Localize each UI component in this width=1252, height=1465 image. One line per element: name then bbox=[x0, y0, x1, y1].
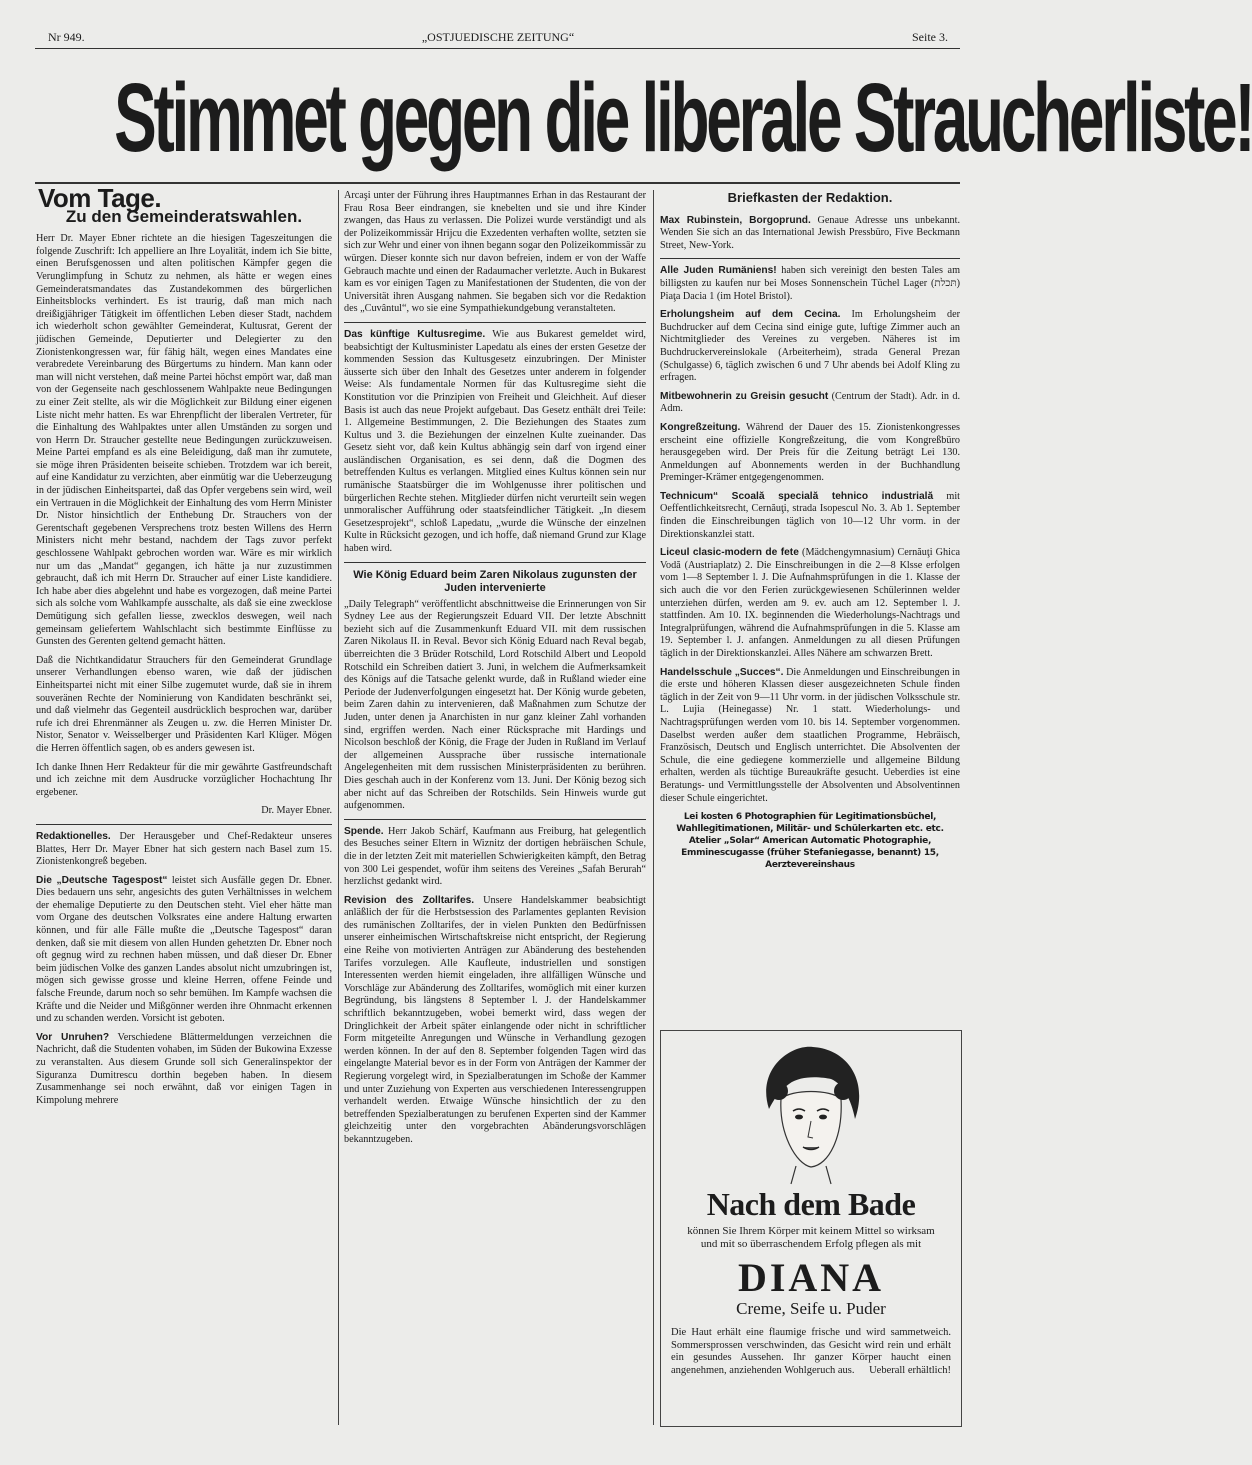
article-headline: Wie König Eduard beim Zaren Nikolaus zugunsten der Juden intervenierte bbox=[353, 568, 637, 594]
item-body: leistet sich Ausfälle gegen Dr. Ebner. Dies bedauern uns sehr, angesichts des guten Verhältnisses in welchem der ehemalige Deputierte zu den Deutschen steht. Viel eher hätte man vom Organe des deutschen Volksrates eine andere Haltung erwarten können, und für alle Fälle mußte die „Deutsche Tagespost“ daran denken, daß sie mit diesem von allen Hunden gehetzten Dr. Ebner noch oft gegnug wird zu rechnen haben müssen, und daß dieser Dr. Ebner beim jüdischen Volke des ganzen Landes absolut nicht umzubringen ist, mögen sich gewisse grosse und kleine Herren, offene Feinde und falsche Freunde, darum noch so sehr bemühen. Im Kampfe wachsen die Kräfte und die Neider und Mißgönner werden ihre Ohnmacht erkennen und zu schanden werden. Vorsicht ist geboten. bbox=[36, 874, 333, 1025]
section-title: Briefkasten der Redaktion. bbox=[727, 190, 893, 205]
notice bbox=[660, 215, 960, 253]
item-lead: Alle Juden Rumäniens! bbox=[660, 265, 777, 277]
article-paragraph: Arcaşi unter der Führung ihres Hauptmannes Erhan in das Restaurant der Frau Rosa Beer eindrangen, sie knebelten und sie und ihre Kinder zwangen, das Haus zu verlassen. Die Polizei wurde verständigt und als der Polizeikommissär Hrijcu die Exzedenten verhaften wollte, setzten sie sich zur Wehr und einer von ihnen begann sogar den Polizeikommissär zu würgen. Dieser konnte sich nur davon befreien, indem er von der Waffe Gebrauch machte und einen der Radaumacher verletzte. Auch in Bukarest kam es vor einigen Tagen zu Manifestationen der Studenten, die von der Universität ihren Ausgang nahmen. Sie begaben sich vor die Redaktion des „Cuvântul“, wo sie eine Sympathiekundgebung veranstalteten. bbox=[344, 190, 646, 315]
item-lead: Vor Unruhen? bbox=[36, 1031, 110, 1043]
article-paragraph: Herr Dr. Mayer Ebner richtete an die hiesigen Tageszeitungen die folgende Zuschrift: Ich appelliere an Ihre Loyalität, indem ich Sie bitte, einen Berufsgenossen und alten politischen Kämpfer gegen die Verunglimpfung in Schutz zu nehmen, als hätte er wegen eines Gemeinderatsmandates das Zustandekommen des bürgerlichen Einheitsblocks verhindert. Es ist traurig, daß man mich nach dreißigjähriger Tätigkeit im öffentlichen Leben dieser Stadt, nachdem ich wiederholt schon gewählter Gemeinderat, Kultusrat, Gerent der jüdischen Gemeinde, Deputierter und Delegierter zu den Zionistenkongressen war, für fähig hält, wegen eines Mandates eine verabredete Vereinbarung des Bürgertums zu hindern. Man kann oder man will nicht verstehen, daß meine Partei höchst empört war, daß man von der Gegenseite nach geschlossenem Wahlpakte neue Bedingungen zu einer Zeit stellte, als wir die Möglichkeit zur Bildung einer eigenen Liste nicht mehr hatten. Es war Ehrenpflicht der liberalen Vertreter, für die Einhaltung des Wahlpaktes unter allen Umständen zu sorgen und von Herrn Dr. Straucher gestellte neue Bedingungen zurückzuweisen. Meine Partei empfand es als eine Beleidigung, daß man ihr zumutete, sie möge ihren Präsidenten beiseite schieben. Trotzdem war ich bereit, auf eine Kandidatur zu verzichten, aber einmütig war die Ueberzeugung in der jüdischen Einheitspartei, daß das Opfer vergebens sein wird, weil ein Vertrauen in die Möglichkeit der Einhaltung des vom Herrn Minister Dr. Nistor hinsichtlich der Enthebung Dr. Strauchers von der Gerentschaft gegebenen Versprechens trotz besten Willens des Herrn Ministers nicht mehr bestand, nachdem der Tags zuvor perfekt geschlossene Wahlpakt gebrochen worden war. Wäre es mir wirklich nur um das „Mandat“ gegangen, ich hätte ja nur zuzustimmen gebraucht, daß ich mit Herrn Dr. Straucher auf einer Liste kandidiere. Ich habe aber dies abgelehnt und habe es vorgezogen, daß meine Partei sich als solche vom Wahlkampfe ausschalte, als daß sie eine zwecklose Demütigung sich gefallen liesse, zwecklos deswegen, weil nach gemeinsam geliefertem Wahlschlacht sich bestimmte Einflüsse zu Gunsten des Gerenten geltend gemacht hätten. bbox=[36, 233, 332, 648]
item-body: Unsere Handelskammer beabsichtigt anläßlich der für die Herbstsession des Parlamentes geplanten Revision des rumänischen Zolltarifes, der in vielen Punkten den Bedürfnissen unserer einheimischen Wirtschaftskreise nicht entspricht, der Regierung eine Reihe von motivierten Anträgen zur Abänderung des bestehenden Tarifes vorzulegen. Alle Kaufleute, industriellen und sonstigen Interessenten werden hiemit eingeladen, ihre allfälligen Wünsche und Vorschläge zur Abänderung des Zolltarifes, womöglich mit einer kurzen Begründung, bis längstens 8 September l. J. der Handelskammer schriftlich bekanntzugeben, wobei bemerkt wird, dass wegen der Dringlichkeit der Arbeit später einlangende oder nicht in schriftlicher Form mitgeteilte Anregungen und Wünsche in Verhandlung gezogen werden können. In der auf den 8. September folgenden Tagen wird das eingelangte Material bevor es in der Form von Anträgen der Kammer der Regierung vorgelegt wird, in Spezialberatungen im Schoße der Kammer und unter Zuziehung von Experten aus verschiedenen Interessengruppen verhandelt werden. Etwaige Wünsche hinsichtlich der zu den betreffenden Spezialberatungen zu berufenen Experten sind der Kammer gleichzeitig unter den vorgebrachten Abänderungsvorschlägen bekanntzugeben. bbox=[344, 894, 646, 1145]
column-2 bbox=[344, 190, 646, 1430]
item-lead: Spende. bbox=[344, 825, 384, 837]
news-item bbox=[36, 875, 332, 1026]
notice bbox=[660, 391, 960, 416]
item-body: (Mädchengymnasium) Cernăuţi Ghica Vodă (Austriaplatz) 2. Die Einschreibungen in die 2—8 Klsse erfolgen vom 1—8 September l. J. Die Aufnahmsprüfungen in die 1. Klasse der sich auch die vor den Ferien zurückgewiesenen Schülerinnen welder unterziehen dürfen, werden am 9. ev. auch am 12. September l. J. stattfinden. Am 10. IX. beginnenden die Wiederholungs-Nachtrags und Integralprüfungen, während die Aufnahmsprüfungen in die 5. Klasse am 19. September l. J. anfangen. Anmeldungen zu all diesen Prüfungen täglich in der Direktionskanzlei. Alles Nähere am schwarzen Brett. bbox=[660, 547, 961, 659]
item-body: haben sich vereinigt den besten Tales am billigsten zu kaufen nur bei Moses Sonnenschein Tüchel Lager (תּכלת) Piaţa Dacia 1 (im Hotel Bristol). bbox=[660, 265, 960, 302]
ad-text bbox=[671, 1327, 951, 1377]
page-header bbox=[48, 30, 948, 46]
item-lead: Handelsschule „Succes“. bbox=[660, 666, 784, 678]
article-paragraph: Daß die Nichtkandidatur Strauchers für den Gemeinderat Grundlage unserer Verhandlungen ebenso waren, wie daß der jüdischen Einheitspartei nicht mit einer Silbe zugemutet wurde, daß sie in ihrem souveränen Rechte der Nominierung von Kandidaten beschränkt sei, und daß vielmehr das Gegenteil ausdrücklich besprochen war, darüber rufe ich drei Ehrenmänner als Zeugen u. zw. die Herren Minister Dr. Nistor, Senator v. Weisselberger und Präsidenten Karl Klüger. Mögen die Herren öffentlich sagen, ob es anders gewesen ist. bbox=[36, 654, 332, 754]
item-body: (Centrum der Stadt). Adr. in d. Adm. bbox=[660, 390, 961, 415]
separator bbox=[344, 322, 646, 323]
notice bbox=[660, 491, 960, 541]
column-divider bbox=[338, 190, 339, 1425]
item-lead: Max Rubinstein, Borgoprund. bbox=[660, 214, 811, 226]
column-3 bbox=[660, 190, 960, 1028]
separator bbox=[36, 824, 332, 825]
item-body: Wie aus Bukarest gemeldet wird, beabsichtigt der Kultusminister Lapedatu als eines der ersten Gesetze der kommenden Session das Kultusgesetz einzubringen. Der Minister äusserte sich über den Inhalt des Gesetzes unter anderem in folgender Weise: Als fundamentale Normen für das Kultusregime sieht die Konstitution vor die Prinzipien von Freiheit und Gleichheit. Auf dieser Basis ist auch das neue Projekt aufgebaut. Das Gesetz enthält drei Teile: 1. Allgemeine Bestimmungen, 2. Die Beziehungen des Staates zum Kultus und 3. die Beziehungen der einzelnen Kulte zueinander. Das Gesetz sieht vor, daß kein Kultus abhängig sein darf von irgend einer ausländischen Organisation, es sei denn, daß die Dogmen des betreffenden Kultus es verlangen. Mitglied eines Kultus können sein nur rumänische Staatsbürger die im Wohlgenusse ihrer politischen und bürgerlichen Rechte stehen. Mitglieder dürfen nicht verurteilt sein wegen unmoralischer Aufführung oder staatsfeindlicher Tätigkeit. „In diesem Gesetzesprojekt“, schloß Lapedatu, „wurde die Wünsche der einzelnen Kulte in Rücksicht gezogen, und ich hoffe, daß niemand Grund zur Klage haben wird. bbox=[344, 328, 646, 555]
issue-number: Nr 949. bbox=[48, 30, 85, 44]
item-body: Die Anmeldungen und Einschreibungen in die erste und höheren Klassen dieser ausgezeichneten Schule finden täglich in der Zeit von 9—11 Uhr vorm. in der jüdischen Volksschule str. L. Lujia (Heinegasse) Nr. 1 statt. Wiederholungs- und Nachtragsprüfungen werden vom 10. bis 14. September vorgenommen. Daselbst werden außer dem staatlichen Programme, Hebräisch, Französisch, Deutsch und Englisch unterrichtet. Die Absolventen der Schule, die eine gediegene kommerzielle und allgemeine Bildung erhalten, werden als tüchtige Bureaukräfte gesucht. Ueberdies ist eine Beratungs- und Vermittlungsstelle der Absolventen und Absolventinnen dieser Schule eingerichtet. bbox=[660, 666, 960, 804]
notice bbox=[660, 547, 960, 660]
notice bbox=[660, 309, 960, 385]
banner-rule bbox=[35, 182, 960, 184]
item-lead: Technicum“ Scoală specială tehnico industrială bbox=[660, 490, 934, 502]
item-lead: Kongreßzeitung. bbox=[660, 421, 741, 433]
banner-headline: Stimmet gegen die liberale Straucherliste! bbox=[114, 62, 1252, 172]
item-body: Während der Dauer des 15. Zionistenkongresses erscheint eine offizielle Kongreßzeitung, die vom Kongreßbüro herausgegeben wird. Der Preis für die Zeitung beträgt Lei 130. Anmeldungen auf Abonnements werden in der Buchhandlung Preminger-Krämer entgegengenommen. bbox=[660, 421, 960, 484]
news-item bbox=[344, 329, 646, 556]
notice bbox=[660, 422, 960, 485]
news-item bbox=[36, 831, 332, 869]
brand-name: DIANA bbox=[737, 1255, 885, 1300]
item-lead: Mitbewohnerin zu Greisin gesucht bbox=[660, 390, 829, 402]
ad-text: können Sie Ihrem Körper mit keinem Mittel so wirksam und mit so überraschendem Erfolg pflegen als mit bbox=[687, 1225, 935, 1250]
notice bbox=[660, 265, 960, 303]
item-body: Der Herausgeber und Chef-Redakteur unseres Blattes, Herr Dr. Mayer Ebner hat sich gestern nach Basel zum 15. Zionistenkongreß begeben. bbox=[36, 830, 333, 868]
news-item bbox=[36, 1032, 332, 1108]
separator bbox=[344, 562, 646, 563]
separator bbox=[660, 258, 960, 259]
newspaper-name: „OSTJUEDISCHE ZEITUNG“ bbox=[421, 30, 575, 44]
column-divider bbox=[653, 190, 654, 1425]
photo-atelier-ad: Lei kosten 6 Photographien für Legitimationsbüchel, Wahllegitimationen, Militär- und Schülerkarten etc. etc. Atelier „Solar“ American Automatic Photographie, Emminescugasse (früher Stefaniegasse, benannt) 15, Aerztevereinshaus bbox=[676, 812, 944, 871]
notice bbox=[660, 667, 960, 806]
ad-headline: Nach dem Bade bbox=[706, 1186, 916, 1222]
article-paragraph: „Daily Telegraph“ veröffentlicht abschnittweise die Erinnerungen von Sir Sydney Lee aus der Regierungszeit Eduard VII. Der letzte Abschnitt bezieht sich auf die Zusammenkunft Eduard VII. mit dem russischen Zaren Nikolaus II. in Reval. Bevor sich König Eduard nach Reval begab, überreichten die 3 Brüder Rotschild, Lord Rotschild Albert und Leopold Rotschild ein Schreiben datiert 3. Juni, in welchem die Aufmerksamkeit des Königs auf die Tatsache gelenkt wurde, daß in Rußland wieder eine Periode der Judenverfolgungen eingesetzt hat. Der König wurde gebeten, beim Zaren dahin zu intervenieren, daß Maßnahmen zum Schutze der Juden, unter denen ja Anarchisten in nur ganz kleiner Zahl vorhanden sind, ergriffen werden. Nach einer Rücksprache mit Hardings und Nicolson beschloß der König, die Frage der Juden in Rußland im Verlauf der allgemeinen Aussprache über russische internationale Angelegenheiten mit dem russischen Ministerpräsidenten zu berühren. Dies geschah auch in der Konferenz vom 13. Juni. Der König bezog sich aber nicht auf das Schreiben der Rotschilds. Sein Hinweis wurde gut aufgenommen. bbox=[344, 598, 646, 812]
news-item bbox=[344, 895, 646, 1147]
ad-body: Die Haut erhält eine flaumige frische und wird sammetweich. Sommersprossen verschwinden, das Gesicht wird rein und erhält ein gesundes Aussehen. Ihr ganzer Körper haucht einen angenehmen, anziehenden Wohlgeruch aus. bbox=[671, 1327, 951, 1376]
ad-tagline: Ueberall erhältlich! bbox=[869, 1364, 951, 1376]
product-line: Creme, Seife u. Puder bbox=[736, 1299, 886, 1318]
signature: Dr. Mayer Ebner. bbox=[261, 805, 332, 817]
news-item bbox=[344, 826, 646, 889]
item-lead: Redaktionelles. bbox=[36, 830, 111, 842]
article-headline: Zu den Gemeinderatswahlen. bbox=[65, 206, 303, 226]
item-body: Herr Jakob Schärf, Kaufmann aus Freiburg, hat gelegentlich des Besuches seiner Eltern in Wiznitz der dortigen hebräischen Schule, die in der letzten Zeit mit materiellen Schwierigkeiten kämpft, den Betrag von 300 Lei gespendet, wofür ihm seitens des Vereines „Safah Berurah“ herzlichst gedankt wird. bbox=[344, 825, 647, 888]
item-body: Verschiedene Blättermeldungen verzeichnen die Nachricht, daß die Studenten vohaben, im Süden der Bukowina Exzesse zu veranstalten. Aus diesem Grunde soll sich Generalinspektor der Siguranza Dumitrescu dorthin begeben haben. In diesem Zusammenhange sei noch erwähnt, daß vor einigen Tagen in Kimpolung mehrere bbox=[36, 1031, 332, 1106]
section-title: Vom Tage. bbox=[38, 183, 162, 213]
item-lead: Das künftige Kultusregime. bbox=[344, 328, 486, 340]
article-paragraph: Ich danke Ihnen Herr Redakteur für die mir gewährte Gastfreundschaft und ich zeichne mit dem Ausdrucke vorzüglicher Hochachtung Ihr ergebener. bbox=[36, 761, 332, 798]
separator bbox=[344, 819, 646, 820]
diana-advertisement bbox=[660, 1030, 962, 1427]
item-lead: Die „Deutsche Tagespost“ bbox=[36, 874, 168, 886]
page-number: Seite 3. bbox=[912, 30, 948, 44]
item-body: Genaue Adresse uns unbekannt. Wenden Sie sich an das International Jewish Pressbüro, Five Beckmann Street, New-York. bbox=[660, 214, 961, 251]
item-body: mit Oeffentlichkeitsrecht, Cernăuţi, strada Isopescul No. 3. Ab 1. September finden die Einschreibungen täglich von 10—12 Uhr vorm. in der Direktionskanzlei statt. bbox=[660, 490, 961, 540]
item-lead: Liceul clasic-modern de fete bbox=[660, 547, 799, 559]
item-lead: Erholungsheim auf dem Cecina. bbox=[660, 309, 841, 321]
item-lead: Revision des Zolltarifes. bbox=[344, 894, 475, 906]
column-1 bbox=[36, 183, 333, 1430]
woman-portrait-illustration bbox=[751, 1039, 871, 1184]
item-body: Im Erholungsheim der Buchdrucker auf dem Cecina sind einige gute, luftige Zimmer auch an Nichtmitglieder des Vereines zu vergeben. Näheres ist im Buchdruckervereinslokale (Arbeiterheim), strada General Prezan (Schulgasse) 6, täglich zwischen 6 und 7 Uhr abends bei Adolf Kling zu erfragen. bbox=[660, 309, 961, 384]
